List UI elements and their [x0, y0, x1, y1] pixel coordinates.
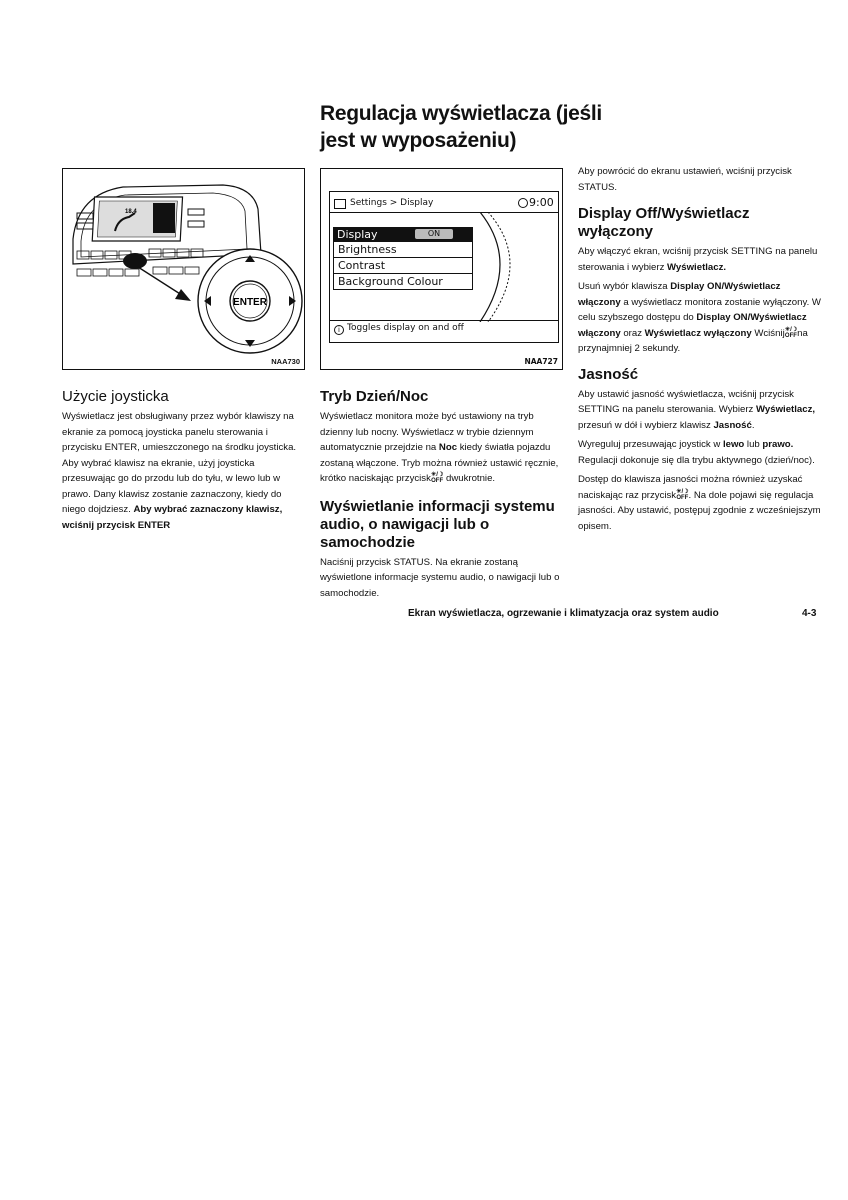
info-icon: i — [334, 325, 344, 335]
paragraph: Wyświetlacz jest obsługiwany przez wybór klawiszy na ekranie za pomocą joysticka panelu sterowania i przycisku ENTER, umieszczonego na środku joysticka. Aby wybrać klawisz na ekranie, użyj joysticka przesuwając go do przodu lub do tyłu, w lewo lub w prawo. Dany klawisz zostanie zaznaczony, kiedy do niego dojdziesz. Aby wybrać zaznaczony klawisz, wciśnij przycisk ENTER — [62, 411, 297, 531]
screen-value: 18.4 — [125, 209, 137, 215]
footer-text: Ekran wyświetlacza, ogrzewanie i klimatyzacja oraz system audio — [408, 608, 719, 619]
paragraph: Aby powrócić do ekranu ustawień, wciśnij przycisk STATUS. — [578, 166, 792, 193]
section-heading: Jasność — [578, 365, 639, 383]
joystick-figure — [62, 168, 305, 370]
page-number: 4-3 — [802, 608, 817, 619]
clock-icon — [518, 198, 528, 208]
section-heading: Użycie joysticka — [62, 388, 169, 405]
section-heading: Wyświetlanie informacji systemu audio, o nawigacji lub o samochodzie — [320, 497, 555, 551]
dashboard-illustration — [63, 169, 304, 369]
section-joystick — [62, 388, 297, 533]
paragraph: Wyreguluj przesuwając joystick w lewo lub prawo. Regulacji dokonuje się dla trybu aktywnego (dzień/noc). — [578, 439, 815, 466]
page-title: Regulacja wyświetlacza (jeśli jest w wyposażeniu) — [320, 102, 602, 152]
breadcrumb: Settings > Display — [350, 198, 434, 208]
menu-icon — [334, 199, 346, 209]
help-text: Toggles display on and off — [347, 323, 464, 333]
paragraph: Usuń wybór klawisza Display ON/Wyświetlacz włączony a wyświetlacz monitora zostanie wyłączony. W celu szybszego dostępu do Display ON/Wyświetlacz włączony oraz Wyświetlacz wyłączony Wciśnij☀/☽ OFFna przynajmniej 2 sekundy. — [578, 281, 821, 354]
menu-item-display[interactable]: Display ON — [333, 227, 473, 242]
paragraph: Naciśnij przycisk STATUS. Na ekranie zostaną wyświetlone informacje systemu audio, o nawigacji lub o samochodzie. — [320, 556, 560, 599]
paragraph: Wyświetlacz monitora może być ustawiony na tryb dzienny lub nocny. Wyświetlacz w trybie dziennym automatycznie przejdzie na Noc kiedy światła pojazdu zostaną włączone. Tryb można również ustawić ręcznie, krótko naciskając przycisk☀/☽ OFF dwukrotnie. — [320, 411, 559, 485]
section-day-night — [320, 388, 560, 601]
figure-label: NAA727 — [524, 357, 558, 366]
menu-item-brightness[interactable]: Brightness — [333, 242, 473, 258]
section-display-off — [578, 164, 823, 534]
menu-item-background-colour[interactable]: Background Colour — [333, 274, 473, 290]
day-night-off-icon: ☀/☽ OFF — [430, 472, 444, 485]
day-night-off-icon: ☀/☽ OFF — [676, 488, 689, 501]
scroll-arc — [460, 212, 558, 322]
paragraph: Dostęp do klawisza jasności można również uzyskać naciskając raz przycisk☀/☽ OFF. Na dole pojawi się regulacja jasności. Aby ustawić, postępuj zgodnie z wcześniejszym opisem. — [578, 474, 821, 532]
settings-screen-figure — [320, 168, 563, 370]
paragraph: Aby ustawić jasność wyświetlacza, wciśnij przycisk SETTING na panelu sterowania. Wybierz Wyświetlacz, przesuń w dół i wybierz klawisz Jasność. — [578, 388, 816, 431]
day-night-off-icon: ☀/☽ OFF — [784, 326, 798, 339]
paragraph: Aby włączyć ekran, wciśnij przycisk SETTING na panelu sterowania i wybierz Wyświetlacz. — [578, 246, 818, 273]
figure-label: NAA730 — [271, 357, 300, 366]
section-heading: Tryb Dzień/Noc — [320, 388, 429, 405]
clock-value: 9:00 — [529, 196, 554, 209]
menu-item-contrast[interactable]: Contrast — [333, 258, 473, 274]
enter-label: ENTER — [233, 297, 267, 308]
toggle-indicator[interactable]: ON — [415, 229, 453, 239]
section-heading: Display Off/Wyświetlacz wyłączony — [578, 205, 750, 240]
